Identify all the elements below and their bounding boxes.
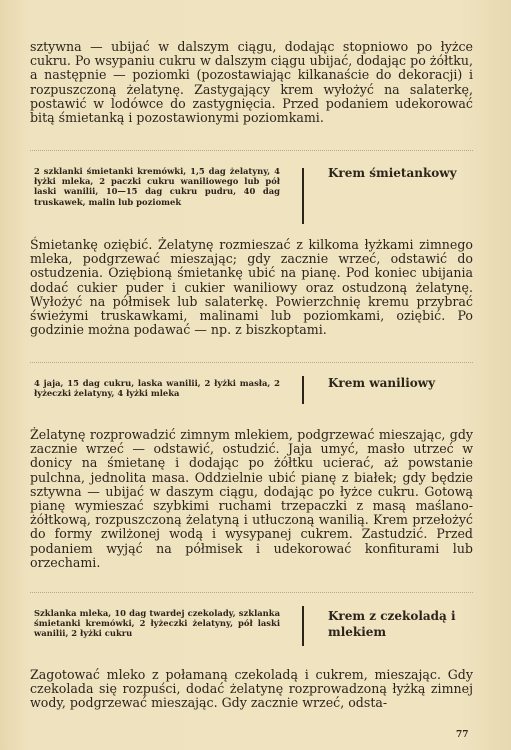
- top-paragraph: sztywna — ubijać w dalszym ciągu, dodając stopniowo po łyżce cukru. Po wsypaniu cukru w dalszym ciągu ubijać, dodając po żółtku, a następnie — poziomki (pozostawiając kilkanaście do dekoracji) i rozpuszczoną żelatynę. Zastygający krem wyłożyć na salaterkę, postawić w lodówce do zastygnięcia. Przed podaniem udekorować bitą śmietanką i pozostawionymi poziomkami.: [30, 39, 473, 126]
- ingredients-list: 2 szklanki śmietanki kremówki, 1,5 dag żelatyny, 4 łyżki mleka, 2 paczki cukru waniliowego lub pół laski wanilii, 10—15 dag cukru pudru, 40 dag truskawek, malin lub poziomek: [34, 166, 280, 207]
- recipe-title: Krem z czekoladą i mlekiem: [328, 609, 456, 639]
- page-number: 77: [456, 730, 469, 740]
- recipe-title: Krem śmietankowy: [328, 166, 457, 180]
- vertical-rule: [302, 168, 304, 224]
- recipe-instructions: Żelatynę rozprowadzić zimnym mlekiem, podgrzewać mieszając, gdy zacznie wrzeć — odstawić, ostudzić. Jaja umyć, masło utrzeć w donicy na śmietanę i dodając po żółtku ucierać, aż powstanie pulchna, jednolita masa. Oddzielnie ubić pianę z białek; gdy będzie sztywna — ubijać w daszym ciągu, dodając po łyżce cukru. Gotową pianę wymieszać szybkimi ruchami trzepaczki z masą maślano-żółtkową, rozpuszczoną żelatyną i utłuczoną wanilią. Krem przełożyć do formy zwilżonej wodą i wysypanej cukrem. Zastudzić. Przed podaniem wyjąć na półmisek i udekorować konfiturami lub orzechami.: [30, 427, 473, 570]
- vertical-rule: [302, 606, 304, 646]
- ingredients-list: Szklanka mleka, 10 dag twardej czekolady, szklanka śmietanki kremówki, 2 łyżeczki żelatyny, pół laski wanilii, 2 łyżki cukru: [34, 608, 280, 639]
- section-divider: [30, 592, 473, 593]
- recipe-instructions: Zagotować mleko z połamaną czekoladą i cukrem, mieszając. Gdy czekolada się rozpuści, dodać żelatynę rozprowadzoną łyżką zimnej wody, podgrzewać mieszając. Gdy zacznie wrzeć, odsta-: [30, 667, 473, 711]
- recipe-instructions: Śmietankę oziębić. Żelatynę rozmieszać z kilkoma łyżkami zimnego mleka, podgrzewać mieszając; gdy zacznie wrzeć, odstawić do ostudzenia. Oziębioną śmietankę ubić na pianę. Pod koniec ubijania dodać cukier puder i cukier waniliowy oraz ostudzoną żelatynę. Wyłożyć na półmisek lub salaterkę. Powierzchnię kremu przybrać świeżymi truskawkami, malinami lub poziomkami, oziębić. Po godzinie można podawać — np. z biszkoptami.: [30, 237, 473, 338]
- vertical-rule: [302, 376, 304, 404]
- section-divider: [30, 150, 473, 151]
- ingredients-list: 4 jaja, 15 dag cukru, laska wanilii, 2 łyżki masła, 2 łyżeczki żelatyny, 4 łyżki mleka: [34, 378, 280, 399]
- recipe-title: Krem waniliowy: [328, 376, 436, 390]
- section-divider: [30, 362, 473, 363]
